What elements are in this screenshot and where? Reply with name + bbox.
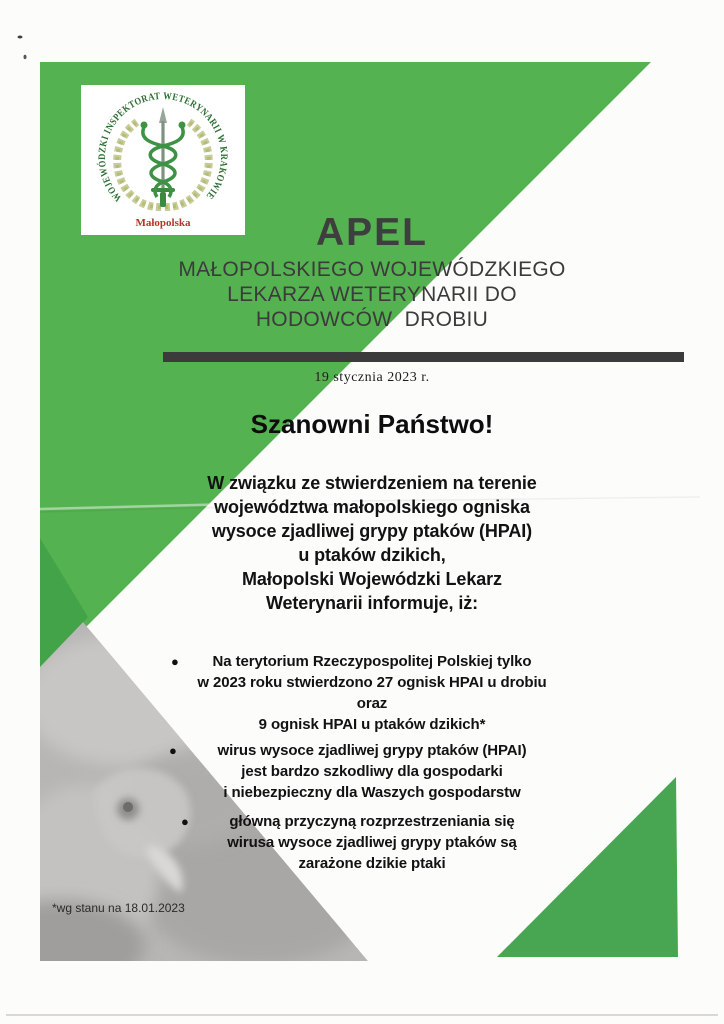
- logo-ring-text: WOJEWÓDZKI INSPEKTORAT WETERYNARII W KRAKOWIE: [96, 90, 230, 204]
- intro-line: Małopolski Wojewódzki Lekarz: [242, 569, 502, 589]
- scan-speck: [18, 36, 23, 39]
- bullet-line: główną przyczyną rozprzestrzeniania się: [229, 813, 515, 830]
- logo-region-label: Małopolska: [135, 217, 191, 229]
- bullet-line: wirusa wysoce zjadliwej grypy ptaków są: [227, 834, 517, 851]
- divider-bar: [163, 352, 684, 362]
- bullet-dot-icon: ●: [169, 743, 177, 758]
- bullet-item: [48, 651, 696, 735]
- bullet-line: oraz: [356, 695, 388, 712]
- page-title: APEL: [315, 211, 428, 254]
- intro-line: wysoce zjadliwej grypy ptaków (HPAI): [211, 521, 533, 541]
- subtitle-line: HODOWCÓW DROBIU: [255, 308, 489, 331]
- bullet-line: wirus wysoce zjadliwej grypy ptaków (HPAI): [217, 742, 527, 759]
- intro-line: W związku ze stwierdzeniem na terenie: [207, 473, 537, 493]
- bullet-line: 9 ognisk HPAI u ptaków dzikich*: [258, 716, 486, 733]
- bullet-dot-icon: ●: [171, 654, 179, 669]
- bullet-line: Na terytorium Rzeczypospolitej Polskiej tylko: [212, 653, 532, 670]
- caduceus-icon: [141, 107, 186, 207]
- bullet-line: jest bardzo szkodliwy dla gospodarki: [241, 763, 503, 780]
- page-subtitle: [48, 257, 696, 332]
- intro-line: województwa małopolskiego ogniska: [214, 497, 530, 517]
- scan-speck: [24, 55, 27, 59]
- bullet-dot-icon: ●: [181, 814, 189, 829]
- intro-line: Weterynarii informuje, iż:: [265, 593, 479, 613]
- footnote-text: *wg stanu na 18.01.2023: [52, 901, 185, 915]
- date-text: 19 stycznia 2023 r.: [314, 370, 430, 385]
- bullet-line: i niebezpieczny dla Waszych gospodarstw: [223, 784, 521, 801]
- scan-edge-line: [6, 1014, 718, 1016]
- bullet-item: [48, 740, 696, 803]
- bullet-item: [48, 811, 696, 874]
- bullet-line: zarażone dzikie ptaki: [298, 855, 446, 872]
- bullet-line: w 2023 roku stwierdzono 27 ognisk HPAI u drobiu: [197, 674, 547, 691]
- subtitle-line: MAŁOPOLSKIEGO WOJEWÓDZKIEGO: [178, 258, 566, 281]
- intro-line: u ptaków dzikich,: [298, 545, 446, 565]
- subtitle-line: LEKARZA WETERYNARII DO: [227, 283, 517, 306]
- intro-paragraph: [48, 471, 696, 615]
- greeting-text: Szanowni Państwo!: [250, 409, 494, 439]
